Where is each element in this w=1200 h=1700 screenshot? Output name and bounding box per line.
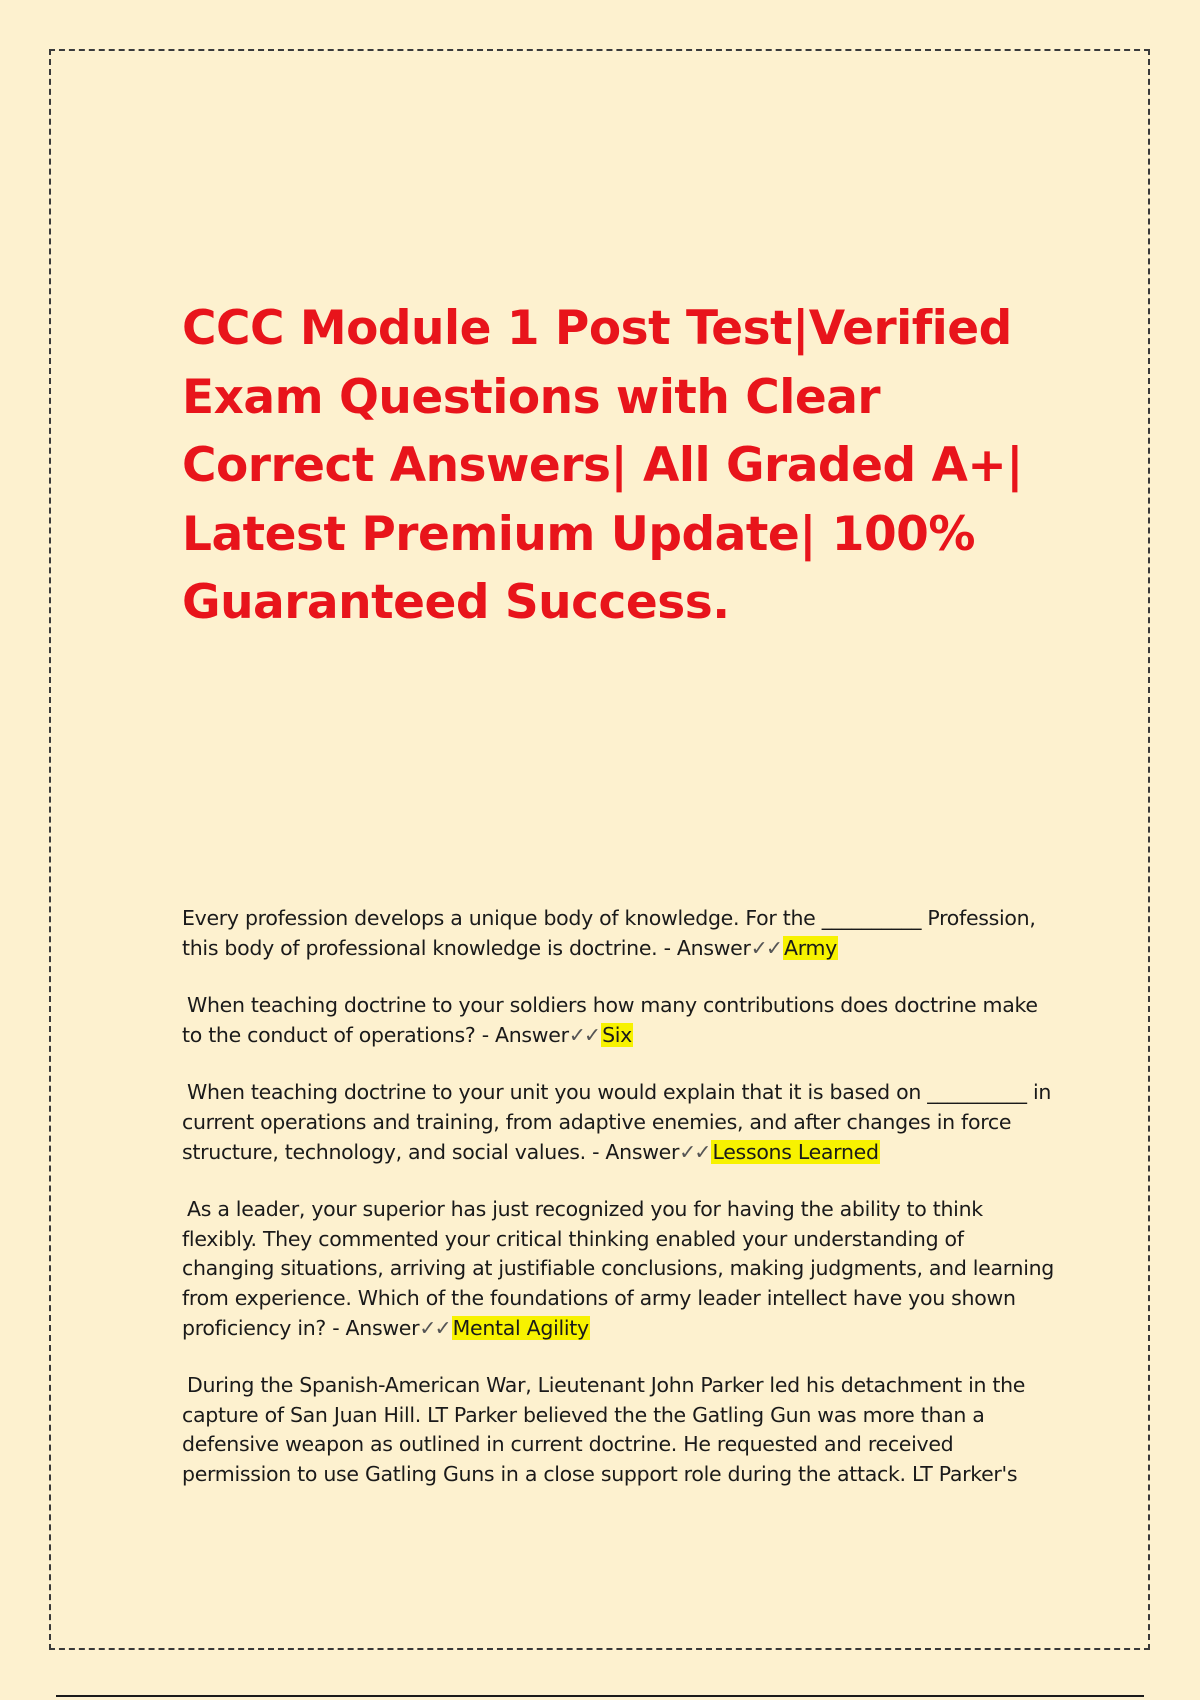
check-marks-icon: ✓✓ xyxy=(568,1022,600,1047)
answer-prefix: - Answer xyxy=(592,1139,680,1164)
question-text: During the Spanish-American War, Lieutenant John Parker led his detachment in the capture of San Juan Hill. LT Parker believed the the Gatling Gun was more than a defensive weapon as outlined in current doctrine. He requested and received permission to use Gatling Guns in a close support role during the attack. LT Parker's xyxy=(182,1373,1026,1486)
question-item-4 xyxy=(182,1195,1062,1343)
question-item-2 xyxy=(182,991,1062,1050)
check-marks-icon: ✓✓ xyxy=(679,1139,710,1164)
document-title: CCC Module 1 Post Test|Verified Exam Questions with Clear Correct Answers| All Graded A+| Latest Premium Update| 100% Guaranteed Success. xyxy=(182,301,1023,630)
answer-prefix: - Answer xyxy=(332,1315,420,1340)
answer-highlight: Lessons Learned xyxy=(712,1139,879,1164)
question-list xyxy=(182,904,1062,1518)
question-item-3 xyxy=(182,1078,1062,1167)
question-text: As a leader, your superior has just recognized you for having the ability to think flexibly. They commented your critical thinking enabled your understanding of changing situations, arriving at justifiable conclusions, making judgments, and learning from experience. Which of the foundations of army leader intellect have you shown proficiency in? xyxy=(182,1197,1054,1340)
question-text: Every profession develops a unique body of knowledge. For the __________ Profession, this body of professional knowledge is doctrine. xyxy=(182,906,1036,960)
question-text: When teaching doctrine to your unit you would explain that it is based on __________ in current operations and training, from adaptive enemies, and after changes in force structure, technology, and social values. xyxy=(182,1080,1052,1164)
question-item-5 xyxy=(182,1371,1062,1489)
question-text: When teaching doctrine to your soldiers how many contributions does doctrine make to the conduct of operations? xyxy=(182,993,1038,1047)
answer-prefix: - Answer xyxy=(481,1022,569,1047)
question-item-1 xyxy=(182,904,1062,963)
answer-prefix: - Answer xyxy=(663,935,751,960)
check-marks-icon: ✓✓ xyxy=(750,935,781,960)
answer-highlight: Six xyxy=(602,1022,633,1047)
check-marks-icon: ✓✓ xyxy=(419,1315,450,1340)
footer-rule xyxy=(56,1695,1144,1697)
answer-highlight: Army xyxy=(784,935,837,960)
answer-highlight: Mental Agility xyxy=(452,1315,589,1340)
